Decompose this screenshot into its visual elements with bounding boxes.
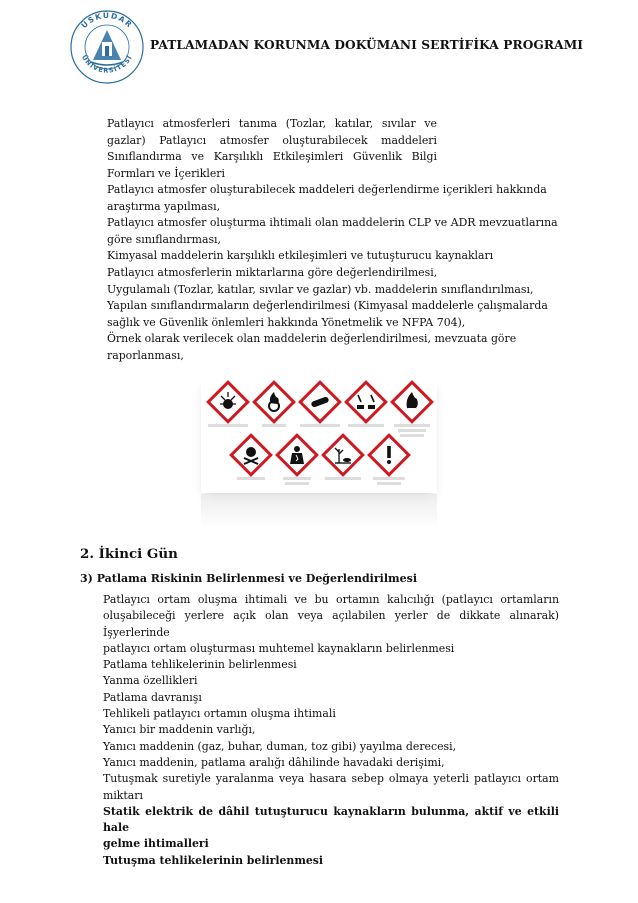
day2-bold-line: gelme ihtimalleri [103, 837, 209, 851]
environment-icon [323, 435, 363, 480]
topic-line: Örnek olarak verilecek olan maddelerin değerlendirilmesi, mevzuata göre [107, 332, 517, 346]
skull-crossbones-icon [231, 435, 271, 480]
day2-bold-line: Tutuşma tehlikelerinin belirlenmesi [103, 853, 324, 867]
day2-line: oluşabileceği yerlere açık olan veya açılabilen yerler de dikkate alınarak) İşyerlerinde [103, 609, 559, 639]
intro-line: gazlar) Patlayıcı atmosfer oluşturabilecek maddeleri [107, 133, 437, 147]
topic-line: sağlık ve Güvenlik önlemleri hakkında Yönetmelik ve NFPA 704), [107, 315, 466, 329]
intro-line: Sınıflandırma ve Karşılıklı Etkileşimleri Güvenlik Bilgi [107, 150, 437, 164]
intro-paragraph [107, 116, 437, 182]
day2-line: Yanıcı maddenin, patlama aralığı dâhilinde havadaki derişimi, [103, 755, 445, 769]
topic-line: Yapılan sınıflandırmaların değerlendirilmesi (Kimyasal maddelerle çalışmalarda [107, 299, 548, 313]
day2-line: Yanıcı bir maddenin varlığı, [103, 723, 256, 737]
day2-line: Tutuşmak suretiyle yaralanma veya hasara sebep olmaya yeterli patlayıcı ortam [103, 772, 559, 786]
topic-line: araştırma yapılması, [107, 199, 221, 213]
topic-line: raporlanması, [107, 348, 184, 362]
gas-cylinder-icon [300, 382, 340, 427]
day2-content [103, 592, 559, 869]
corrosion-icon [346, 382, 386, 427]
topic-line: göre sınıflandırması, [107, 232, 221, 246]
exploding-bomb-icon [208, 382, 248, 427]
intro-line: Formları ve İçerikleri [107, 166, 225, 180]
intro-line: Patlayıcı atmosferleri tanıma (Tozlar, katılar, sıvılar ve [107, 117, 437, 130]
flame-over-circle-icon [254, 382, 294, 427]
topic-line: Patlayıcı atmosferlerin miktarlarına göre değerlendirilmesi, [107, 265, 438, 279]
topics-list [107, 182, 558, 365]
health-hazard-icon [277, 435, 317, 485]
section-heading: 2. İkinci Gün [80, 546, 178, 562]
day2-line: patlayıcı ortam oluşturması muhtemel kaynakların belirlenmesi [103, 641, 455, 655]
day2-line: Patlama davranışı [103, 690, 202, 704]
day2-line: Patlama tehlikelerinin belirlenmesi [103, 658, 297, 672]
topic-line: Uygulamalı (Tozlar, katılar, sıvılar ve gazlar) vb. maddelerin sınıflandırılması, [107, 282, 534, 296]
topic-line: Patlayıcı atmosfer oluşturabilecek maddeleri değerlendirme içerikleri hakkında [107, 183, 547, 196]
day2-line: Yanıcı maddenin (gaz, buhar, duman, toz gibi) yayılma derecesi, [103, 739, 457, 753]
page-title: PATLAMADAN KORUNMA DOKÜMANI SERTİFİKA PROGRAMI [150, 38, 584, 52]
ghs-pictograms-image [201, 378, 437, 493]
day2-line: Tehlikeli patlayıcı ortamın oluşma ihtimali [103, 707, 336, 721]
day2-line: Yanma özellikleri [103, 674, 198, 688]
flame-icon [392, 382, 432, 437]
section-subheading: 3) Patlama Riskinin Belirlenmesi ve Değerlendirilmesi [80, 572, 418, 585]
exclamation-icon [369, 435, 409, 485]
day2-bold-line: Statik elektrik de dâhil tutuşturucu kaynakların bulunma, aktif ve etkili hale [103, 804, 559, 835]
image-reflection [201, 494, 437, 528]
svg-text:ÜNİVERSİTESİ: ÜNİVERSİTESİ [79, 53, 135, 75]
svg-text:ÜSKÜDAR: ÜSKÜDAR [79, 10, 135, 31]
topic-line: Kimyasal maddelerin karşılıklı etkileşimleri ve tutuşturucu kaynakları [107, 249, 494, 263]
day2-line: miktarı [103, 788, 143, 802]
university-logo [68, 8, 146, 86]
topic-line: Patlayıcı atmosfer oluşturma ihtimali olan maddelerin CLP ve ADR mevzuatlarına [107, 216, 558, 230]
ghs-pictograms [201, 378, 437, 493]
day2-line: Patlayıcı ortam oluşma ihtimali ve bu ortamın kalıcılığı (patlayıcı ortamların [103, 593, 559, 606]
